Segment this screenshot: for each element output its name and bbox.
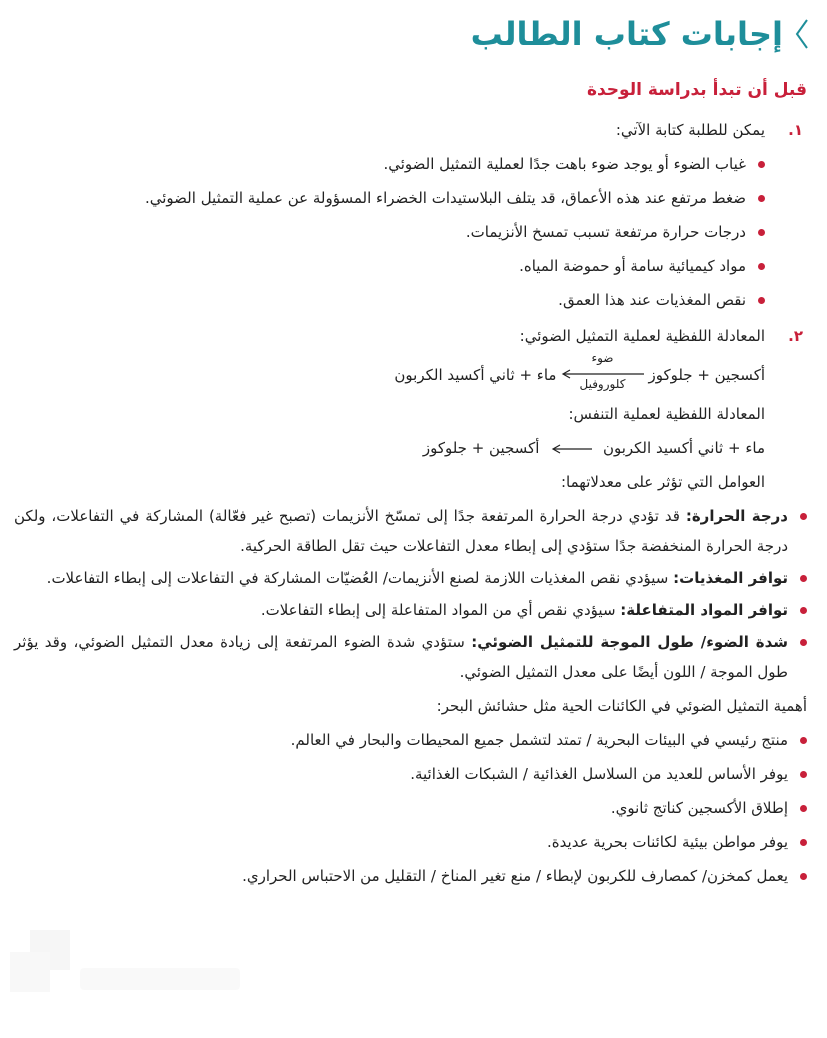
question-2: [14, 319, 807, 499]
chevron-right-icon: [793, 16, 811, 52]
question-intro: يمكن للطلبة كتابة الآتي:: [615, 121, 765, 139]
question-number: ١.: [788, 121, 803, 139]
factors-list: [14, 501, 807, 687]
respiration-equation: [14, 431, 765, 465]
eq-reactants: ماء + ثاني أكسيد الكربون: [394, 366, 557, 384]
list-item: إطلاق الأكسجين كناتج ثانوي.: [14, 791, 807, 825]
page-header: [471, 6, 811, 62]
respiration-label: المعادلة اللفظية لعملية التنفس:: [568, 405, 765, 423]
list-item: منتج رئيسي في البيئات البحرية / تمتد لتشمل جميع المحيطات والبحار في العالم.: [14, 723, 807, 757]
factor-term: شدة الضوء/ طول الموجة للتمثيل الضوئي:: [471, 633, 788, 651]
factor-term: توافر المغذيات:: [673, 569, 788, 587]
factor-text: سيؤدي نقص المغذيات اللازمة لصنع الأنزيمات/ العُضيّات المشاركة في التفاعلات إلى إبطاء التفاعلات.: [46, 569, 674, 587]
list-item: يوفر مواطن بيئية لكائنات بحرية عديدة.: [14, 825, 807, 859]
list-item: مواد كيميائية سامة أو حموضة المياه.: [14, 249, 765, 283]
factor-term: درجة الحرارة:: [685, 507, 788, 525]
list-item: نقص المغذيات عند هذا العمق.: [14, 283, 765, 317]
question-number: ٢.: [788, 327, 803, 345]
list-item: [14, 563, 807, 593]
list-item: يعمل كمخزن/ كمصارف للكربون لإبطاء / منع تغير المناخ / التقليل من الاحتباس الحراري.: [14, 859, 807, 893]
reaction-arrow: [560, 351, 644, 395]
arrow-condition-chlorophyll: كلوروفيل: [579, 377, 626, 391]
section-heading: قبل أن تبدأ بدراسة الوحدة: [586, 80, 807, 100]
list-item: [14, 627, 807, 687]
factor-term: توافر المواد المتفاعلة:: [620, 601, 788, 619]
list-item: درجات حرارة مرتفعة تسبب تمسخ الأنزيمات.: [14, 215, 765, 249]
list-item: غياب الضوء أو يوجد ضوء باهت جدًا لعملية التمثيل الضوئي.: [14, 147, 765, 181]
list-item: ضغط مرتفع عند هذه الأعماق، قد يتلف البلاستيدات الخضراء المسؤولة عن عملية التمثيل الضوئي.: [14, 181, 765, 215]
arrow-left-icon: [550, 444, 592, 454]
factor-text: سيؤدي نقص أي من المواد المتفاعلة إلى إبطاء التفاعلات.: [260, 601, 621, 619]
list-item: [14, 595, 807, 625]
page-title: إجابات كتاب الطالب: [470, 15, 783, 53]
q1-bullet-list: [14, 147, 765, 317]
eq-reactants: أكسجين + جلوكوز: [422, 439, 540, 457]
question-1: [14, 113, 807, 317]
eq-products: أكسجين + جلوكوز: [648, 366, 765, 384]
list-item: [14, 501, 807, 561]
eq-products: ماء + ثاني أكسيد الكربون: [602, 439, 765, 457]
factor-text: قد تؤدي درجة الحرارة المرتفعة جدًا إلى تمسّخ الأنزيمات (تصبح غير فعّالة) المشاركة في التفاعلات، ولكن درجة الحرارة المنخفضة جدًا ستؤدي إلى إبطاء معدل التفاعلات حيث تقل الطاقة الحركية.: [14, 507, 788, 555]
photosynthesis-equation: [14, 353, 765, 397]
answers-content: [14, 113, 807, 893]
arrow-condition-light: ضوء: [591, 351, 614, 365]
factor-text: ستؤدي شدة الضوء المرتفعة إلى زيادة معدل التمثيل الضوئي، وقد يؤثر طول الموجة / اللون أيضًا على معدل التمثيل الضوئي.: [14, 633, 788, 681]
factors-label: العوامل التي تؤثر على معدلاتهما:: [560, 473, 765, 491]
list-item: يوفر الأساس للعديد من السلاسل الغذائية / الشبكات الغذائية.: [14, 757, 807, 791]
watermark-logo: [10, 930, 260, 1010]
photosynthesis-label: المعادلة اللفظية لعملية التمثيل الضوئي:: [519, 327, 765, 345]
importance-list: [14, 723, 807, 893]
importance-label: أهمية التمثيل الضوئي في الكائنات الحية مثل حشائش البحر:: [436, 697, 807, 715]
